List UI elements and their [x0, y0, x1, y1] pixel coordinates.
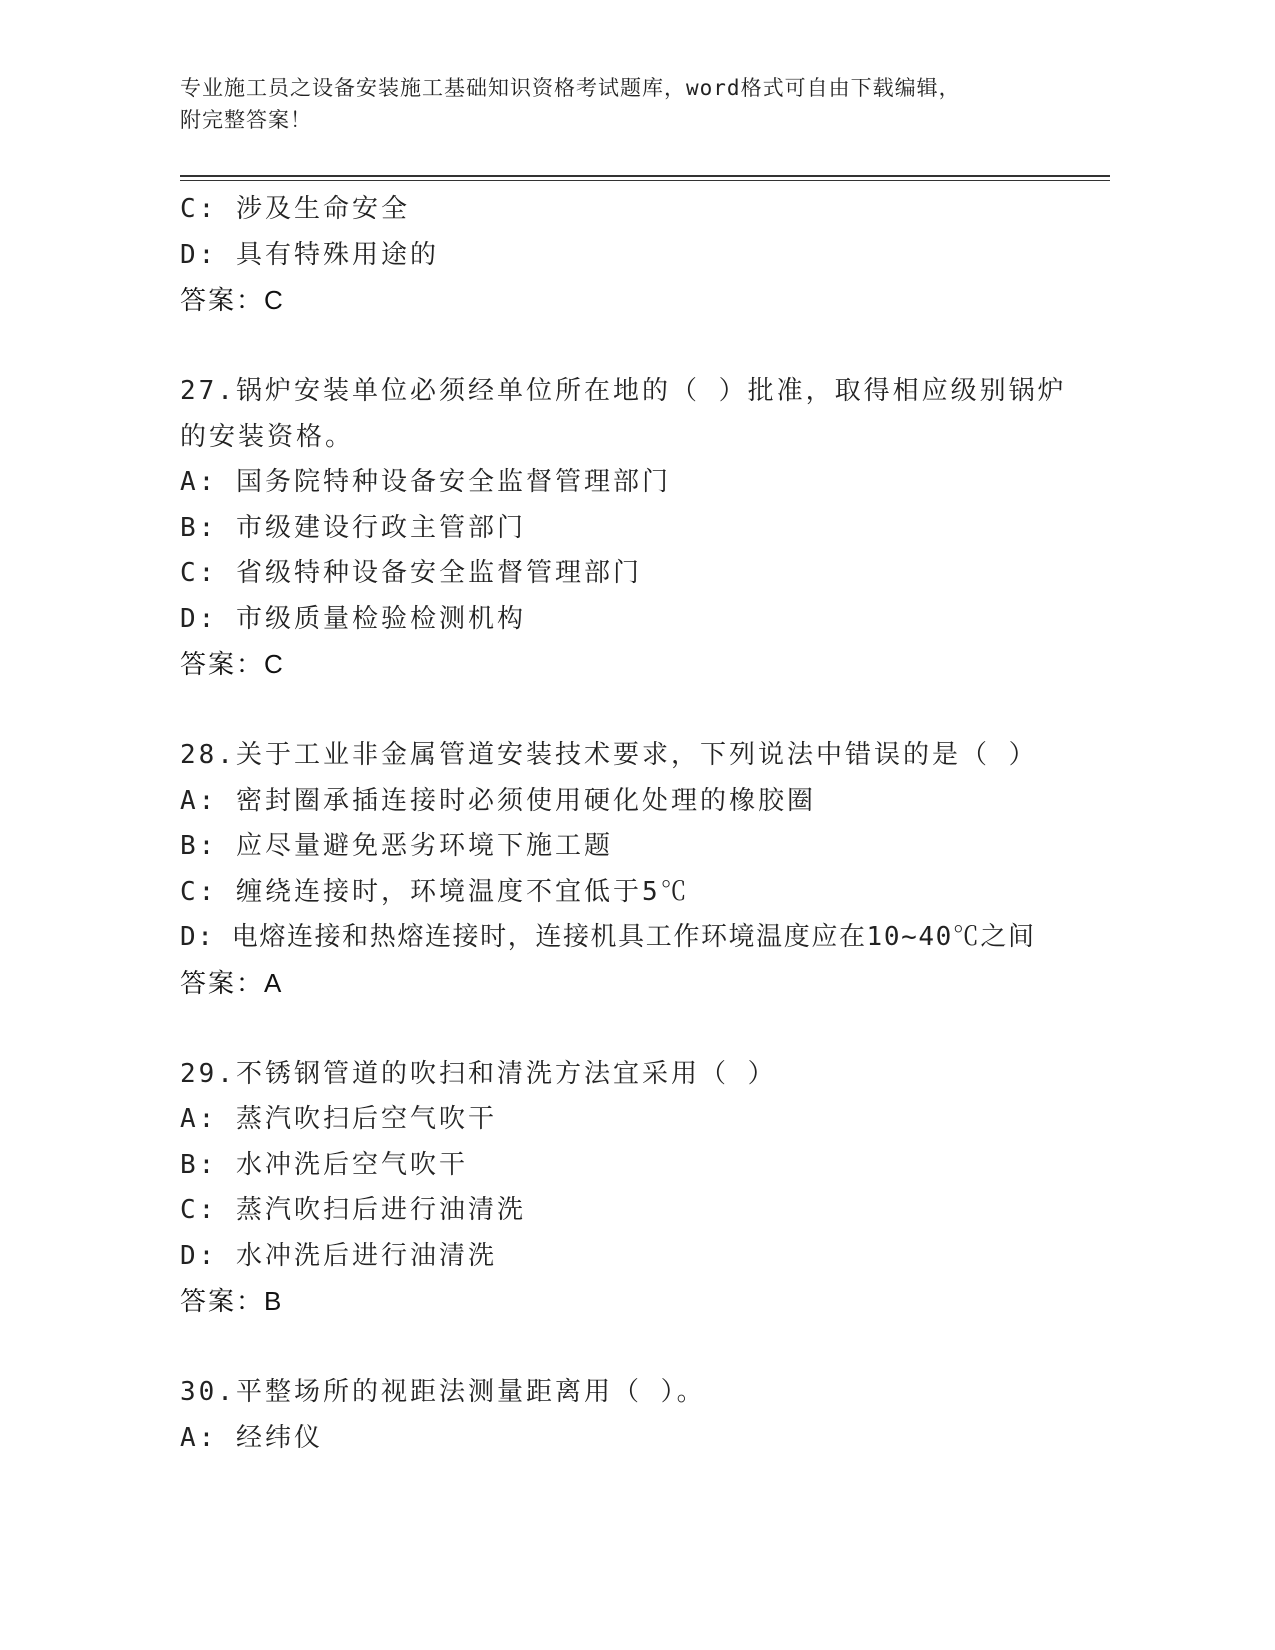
option-d: D: 电熔连接和热熔连接时，连接机具工作环境温度应在10~40℃之间 — [180, 922, 1036, 952]
option-c: C: 省级特种设备安全监督管理部门 — [180, 558, 642, 588]
option-b: B: 水冲洗后空气吹干 — [180, 1149, 468, 1180]
option-c: C: 涉及生命安全 — [180, 194, 410, 224]
option-d: D: 具有特殊用途的 — [180, 239, 439, 270]
question-text: 28.关于工业非金属管道安装技术要求，下列说法中错误的是（ ） — [180, 740, 1038, 770]
question-text: 30.平整场所的视距法测量距离用（ ）。 — [180, 1377, 706, 1407]
header-line-1: 专业施工员之设备安装施工基础知识资格考试题库，word格式可自由下载编辑， — [180, 76, 961, 100]
option-b: B: 应尽量避免恶劣环境下施工题 — [180, 831, 613, 861]
option-a: A: 经纬仪 — [180, 1422, 323, 1453]
option-c: C: 蒸汽吹扫后进行油清洗 — [180, 1195, 526, 1225]
option-d: D: 水冲洗后进行油清洗 — [180, 1240, 497, 1271]
answer-line: 答案：A — [180, 967, 284, 998]
question-text: 29.不锈钢管道的吹扫和清洗方法宜采用（ ） — [180, 1058, 777, 1089]
question-text-continued: 的安装资格。 — [180, 421, 355, 452]
option-c: C: 缠绕连接时，环境温度不宜低于5℃ — [180, 876, 690, 907]
question-28 — [180, 733, 1110, 1006]
question-list — [180, 187, 1110, 1461]
option-a: A: 蒸汽吹扫后空气吹干 — [180, 1104, 497, 1134]
answer-line: 答案：B — [180, 1286, 284, 1316]
option-d: D: 市级质量检验检测机构 — [180, 603, 526, 634]
carryover-question — [180, 187, 1110, 324]
option-a: A: 国务院特种设备安全监督管理部门 — [180, 467, 671, 497]
header-line-2: 附完整答案！ — [180, 108, 312, 132]
question-29 — [180, 1052, 1110, 1325]
option-a: A: 密封圈承插连接时必须使用硬化处理的橡胶圈 — [180, 785, 816, 816]
question-text: 27.锅炉安装单位必须经单位所在地的（ ）批准，取得相应级别锅炉 — [180, 376, 1067, 406]
question-30 — [180, 1370, 1110, 1461]
header-divider — [180, 175, 1110, 181]
answer-line: 答案：C — [180, 649, 285, 679]
document-header — [180, 72, 1110, 136]
answer-line: 答案：C — [180, 285, 285, 315]
question-27 — [180, 369, 1110, 688]
option-b: B: 市级建设行政主管部门 — [180, 512, 526, 543]
